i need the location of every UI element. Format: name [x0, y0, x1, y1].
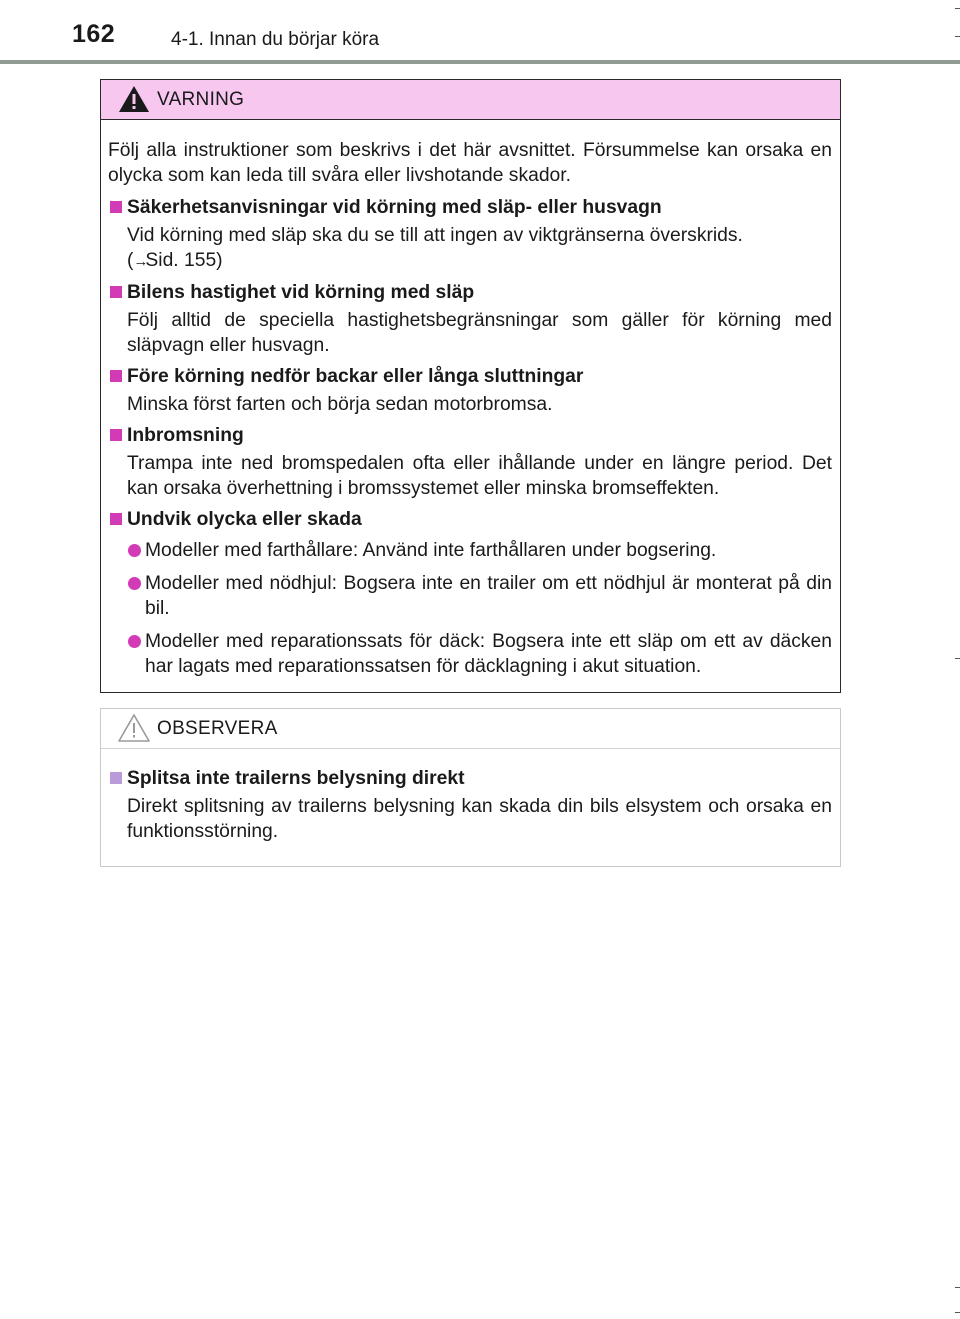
caution-triangle-outline-icon: [117, 713, 151, 743]
item-text: Minska först farten och börja sedan motorbromsa.: [127, 394, 553, 415]
item-text: Följ alltid de speciella hastighetsbegränsningar som gäller för körning med släpvagn eller husvagn.: [127, 310, 832, 356]
ref-open: (: [127, 250, 134, 271]
crop-mark: [955, 658, 960, 659]
square-bullet-icon: [110, 513, 122, 525]
crop-mark: [955, 36, 960, 37]
warning-label: VARNING: [157, 89, 245, 110]
item-title: Bilens hastighet vid körning med släp: [127, 282, 475, 303]
page-header: [0, 0, 960, 64]
crop-mark: [955, 1312, 960, 1313]
circle-bullet-icon: [128, 577, 141, 590]
warning-item: [108, 423, 832, 501]
arrow-right-icon: →: [133, 253, 149, 270]
item-title: Säkerhetsanvisningar vid körning med släp- eller husvagn: [127, 197, 662, 218]
warning-item: [108, 195, 832, 274]
item-text: Trampa inte ned bromspedalen ofta eller ihållande under en längre period. Det kan orsaka överhettning i bromssystemet eller minska bromseffekten.: [127, 453, 832, 499]
square-bullet-icon: [110, 429, 122, 441]
notice-item: [108, 766, 832, 844]
item-title: Splitsa inte trailerns belysning direkt: [127, 768, 465, 789]
page-reference: Sid. 155): [145, 250, 223, 271]
warning-intro: Följ alla instruktioner som beskrivs i det här avsnittet. Försummelse kan orsaka en olycka som kan leda till svåra eller livshotande skador.: [108, 140, 832, 186]
warning-box: [100, 79, 841, 693]
list-item: Modeller med nödhjul: Bogsera inte en trailer om ett nödhjul är monterat på din bil.: [108, 571, 832, 621]
warning-body: [101, 120, 840, 679]
notice-header: [101, 709, 840, 749]
section-title: 4-1. Innan du börjar köra: [171, 29, 380, 50]
item-title: Undvik olycka eller skada: [127, 509, 362, 530]
circle-bullet-icon: [128, 544, 141, 557]
warning-item: [108, 364, 832, 417]
list-item: Modeller med reparationssats för däck: Bogsera inte ett släp om ett av däcken har lagats med reparationssatsen för däcklagning i akut situation.: [108, 629, 832, 679]
list-item: Modeller med farthållare: Använd inte farthållaren under bogsering.: [108, 538, 832, 563]
header-rule: [0, 60, 960, 64]
item-title: Inbromsning: [127, 425, 244, 446]
square-bullet-icon: [110, 370, 122, 382]
item-text: Vid körning med släp ska du se till att ingen av viktgränserna överskrids.: [127, 225, 743, 246]
warning-triangle-icon: [117, 84, 151, 114]
crop-mark: [955, 8, 960, 9]
crop-mark: [955, 1287, 960, 1288]
notice-label: OBSERVERA: [157, 718, 278, 739]
warning-item: [108, 280, 832, 358]
notice-body: [101, 749, 840, 844]
square-bullet-icon: [110, 772, 122, 784]
item-text: Direkt splitsning av trailerns belysning kan skada din bils elsystem och orsaka en funktionsstörning.: [127, 796, 832, 842]
circle-bullet-icon: [128, 635, 141, 648]
item-title: Före körning nedför backar eller långa sluttningar: [127, 366, 584, 387]
notice-box: [100, 708, 841, 867]
warning-header: [101, 80, 840, 120]
warning-item: [108, 507, 832, 679]
page-number: 162: [72, 20, 116, 48]
square-bullet-icon: [110, 201, 122, 213]
square-bullet-icon: [110, 286, 122, 298]
